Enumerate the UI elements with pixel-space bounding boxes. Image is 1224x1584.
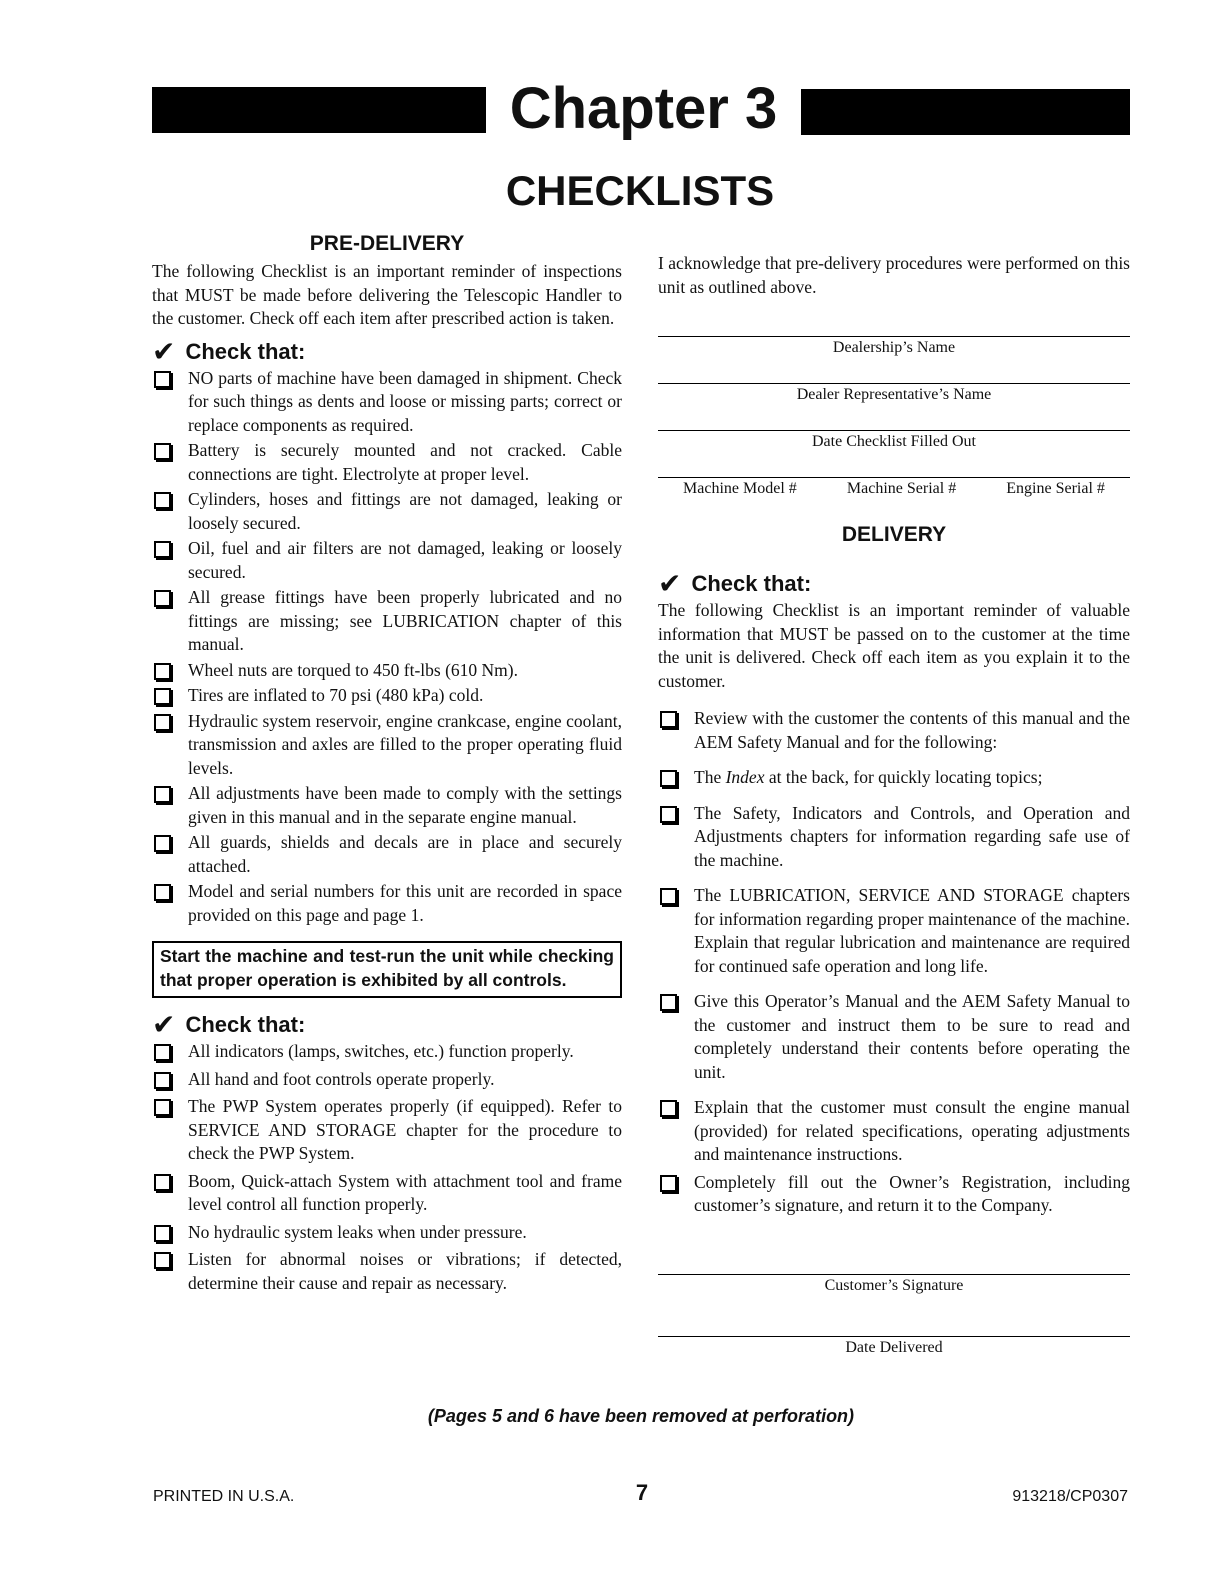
list-item: All grease fittings have been properly lubricated and no fittings are missing; see LUBRICATION chapter of this manual.	[152, 586, 622, 657]
test-run-notice: Start the machine and test-run the unit while checking that proper operation is exhibited by all controls.	[152, 941, 622, 998]
checkmark-icon: ✔	[152, 1008, 176, 1041]
list-item: The Safety, Indicators and Controls, and Operation and Adjustments chapters for information regarding safe use of the machine.	[658, 802, 1130, 873]
engine-serial-label: Engine Serial #	[1006, 480, 1105, 497]
checkbox-icon[interactable]	[660, 806, 677, 823]
pre-delivery-section	[152, 230, 622, 1295]
chapter-bar-right	[801, 89, 1130, 135]
checkbox-icon[interactable]	[154, 1099, 171, 1116]
list-item: Review with the customer the contents of this manual and the AEM Safety Manual and for the following:	[658, 707, 1130, 754]
checkbox-icon[interactable]	[154, 688, 171, 705]
checkbox-icon[interactable]	[154, 884, 171, 901]
checkbox-icon[interactable]	[660, 711, 677, 728]
checkbox-icon[interactable]	[154, 714, 171, 731]
list-item: Hydraulic system reservoir, engine crankcase, engine coolant, transmission and axles are filled to the proper operating fluid levels.	[152, 710, 622, 781]
pre-delivery-checklist	[152, 367, 622, 928]
checkmark-icon: ✔	[658, 567, 682, 600]
checkbox-icon[interactable]	[660, 770, 677, 787]
customer-signature-label: Customer’s Signature	[824, 1276, 964, 1294]
checkmark-icon: ✔	[152, 334, 176, 368]
list-item: All adjustments have been made to comply with the settings given in this manual and in the separate engine manual.	[152, 782, 622, 829]
check-heading-label: Check that:	[691, 571, 812, 596]
checkbox-icon[interactable]	[660, 888, 677, 905]
checkbox-icon[interactable]	[154, 1072, 171, 1089]
list-item: All guards, shields and decals are in place and securely attached.	[152, 831, 622, 878]
checkbox-icon[interactable]	[154, 371, 171, 388]
checkbox-icon[interactable]	[154, 1252, 171, 1269]
checkbox-icon[interactable]	[154, 492, 171, 509]
checkbox-icon[interactable]	[660, 994, 677, 1011]
checkbox-icon[interactable]	[660, 1175, 677, 1192]
check-heading	[152, 1010, 622, 1040]
checkbox-icon[interactable]	[660, 1100, 677, 1117]
list-item: The Index at the back, for quickly locating topics;	[658, 766, 1130, 790]
list-item: Cylinders, hoses and fittings are not damaged, leaking or loosely secured.	[152, 488, 622, 535]
list-item: All hand and foot controls operate properly.	[152, 1068, 622, 1092]
pre-delivery-heading: PRE-DELIVERY	[309, 232, 465, 255]
list-item: Boom, Quick-attach System with attachment tool and frame level control all function properly.	[152, 1170, 622, 1217]
page-number: 7	[635, 1480, 649, 1505]
delivery-checklist	[658, 707, 1130, 1218]
acknowledgement-section	[658, 252, 1130, 1359]
checkbox-icon[interactable]	[154, 835, 171, 852]
list-item: Listen for abnormal noises or vibrations; if detected, determine their cause and repair as necessary.	[152, 1248, 622, 1295]
check-heading	[658, 569, 1130, 599]
checkbox-icon[interactable]	[154, 1044, 171, 1061]
dealership-name-label: Dealership’s Name	[832, 339, 956, 356]
list-item: Explain that the customer must consult the engine manual (provided) for related specifications, operating adjustments and maintenance instructions.	[658, 1096, 1130, 1167]
list-item: Give this Operator’s Manual and the AEM Safety Manual to the customer and instruct them to be sure to read and completely understand their contents before operating the unit.	[658, 990, 1130, 1084]
list-item: Battery is securely mounted and not cracked. Cable connections are tight. Electrolyte at proper level.	[152, 439, 622, 486]
list-item: NO parts of machine have been damaged in shipment. Check for such things as dents and loose or missing parts; correct or replace components as required.	[152, 367, 622, 438]
checkbox-icon[interactable]	[154, 443, 171, 460]
operation-checklist	[152, 1040, 622, 1295]
list-item: No hydraulic system leaks when under pressure.	[152, 1221, 622, 1245]
dealer-rep-label: Dealer Representative’s Name	[796, 386, 992, 403]
list-item: The LUBRICATION, SERVICE AND STORAGE chapters for information regarding proper maintenance of the machine. Explain that regular lubrication and maintenance are required for continued safe operation and long life.	[658, 884, 1130, 978]
checkbox-icon[interactable]	[154, 590, 171, 607]
serial-numbers-labels	[658, 478, 1130, 500]
checkbox-icon[interactable]	[154, 1174, 171, 1191]
check-heading-label: Check that:	[185, 338, 306, 364]
date-delivered-label: Date Delivered	[845, 1338, 943, 1356]
check-heading	[152, 334, 622, 368]
list-item: The PWP System operates properly (if equipped). Refer to SERVICE AND STORAGE chapter for the procedure to check the PWP System.	[152, 1095, 622, 1166]
pre-delivery-intro: The following Checklist is an important reminder of inspections that MUST be made before delivering the Telescopic Handler to the customer. Check off each item after prescribed action is taken.	[152, 261, 622, 328]
checkbox-icon[interactable]	[154, 663, 171, 680]
list-item: Tires are inflated to 70 psi (480 kPa) cold.	[152, 684, 622, 708]
list-item: All indicators (lamps, switches, etc.) function properly.	[152, 1040, 622, 1064]
machine-serial-label: Machine Serial #	[846, 480, 957, 497]
document-number: 913218/CP0307	[1012, 1488, 1128, 1505]
delivery-heading: DELIVERY	[841, 523, 947, 546]
list-item: Model and serial numbers for this unit are recorded in space provided on this page and page 1.	[152, 880, 622, 927]
list-item: Wheel nuts are torqued to 450 ft-lbs (610 Nm).	[152, 659, 622, 683]
chapter-number: Chapter 3	[509, 76, 778, 141]
checkbox-icon[interactable]	[154, 786, 171, 803]
date-filled-label: Date Checklist Filled Out	[812, 433, 976, 450]
list-item: Oil, fuel and air filters are not damaged, leaking or loosely secured.	[152, 537, 622, 584]
check-heading-label: Check that:	[185, 1012, 306, 1037]
checkbox-icon[interactable]	[154, 1225, 171, 1242]
checkbox-icon[interactable]	[154, 541, 171, 558]
acknowledgement-text: I acknowledge that pre-delivery procedures were performed on this unit as outlined above.	[658, 253, 1130, 297]
page-title: CHECKLISTS	[505, 167, 775, 214]
perforation-note: (Pages 5 and 6 have been removed at perforation)	[427, 1406, 855, 1426]
chapter-bar-left	[152, 87, 486, 133]
footer-printed: PRINTED IN U.S.A.	[153, 1488, 295, 1505]
delivery-intro: The following Checklist is an important reminder of valuable information that MUST be passed on to the customer at the time the unit is delivered. Check off each item as you explain it to the customer.	[658, 600, 1130, 691]
machine-model-label: Machine Model #	[683, 480, 797, 497]
list-item: Completely fill out the Owner’s Registration, including customer’s signature, and return it to the Company.	[658, 1171, 1130, 1218]
